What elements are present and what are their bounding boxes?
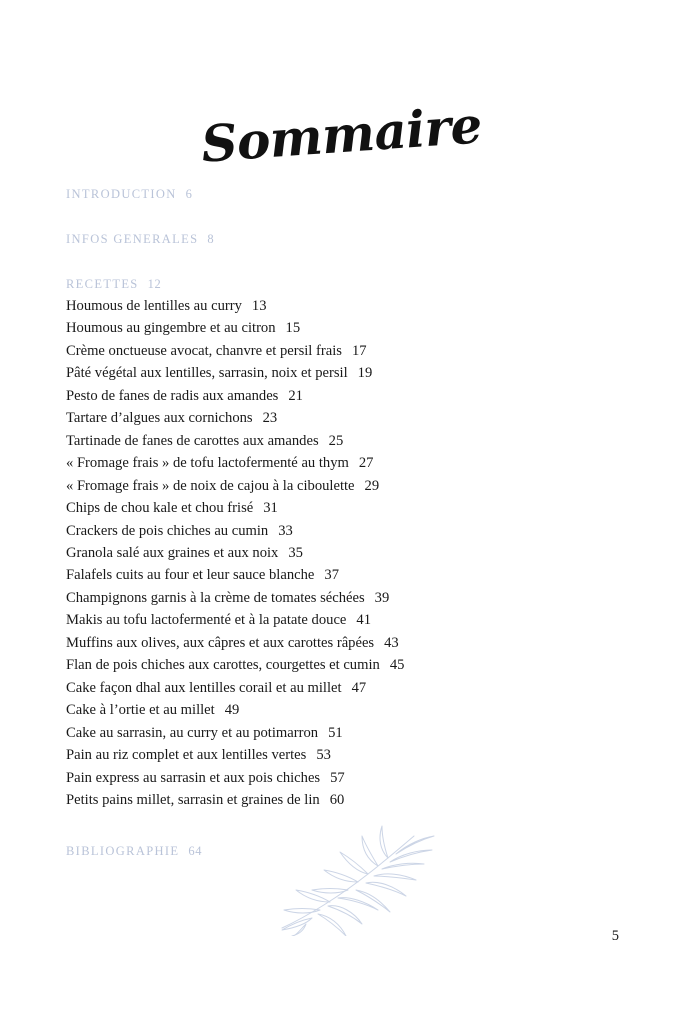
recipe-entry[interactable] <box>66 362 626 384</box>
section-label: INFOS GENERALES <box>66 232 199 246</box>
recipe-title: Granola salé aux graines et aux noix <box>66 544 279 561</box>
recipe-entry[interactable] <box>66 520 626 542</box>
recipe-title: Houmous de lentilles au curry <box>66 298 242 314</box>
recipe-entry[interactable] <box>66 609 626 631</box>
toc-content <box>66 186 626 859</box>
recipe-title: Pain au riz complet et aux lentilles vertes <box>66 747 307 764</box>
recipe-title: Tartinade de fanes de carottes aux amandes <box>66 432 319 449</box>
recipe-page-number: 41 <box>356 612 371 629</box>
recipe-entry[interactable] <box>66 430 626 452</box>
recipe-title: Falafels cuits au four et leur sauce blanche <box>66 567 315 584</box>
recipe-page-number: 37 <box>324 567 339 584</box>
recipe-page-number: 33 <box>278 522 293 539</box>
recipe-entry[interactable] <box>66 564 626 586</box>
section-page-number: 64 <box>188 844 203 859</box>
recipe-page-number: 49 <box>224 702 240 719</box>
recipe-page-number: 29 <box>364 477 380 494</box>
recipe-title: « Fromage frais » de tofu lactofermenté au thym <box>66 455 349 472</box>
recipe-entry[interactable] <box>66 542 626 564</box>
recipe-title: Champignons garnis à la crème de tomates séchées <box>66 589 365 606</box>
recipe-title: Pâté végétal aux lentilles, sarrasin, noix et persil <box>66 365 348 382</box>
recipe-title: Cake à l’ortie et au millet <box>66 702 215 719</box>
recipe-page-number: 21 <box>288 387 303 404</box>
section-page-number: 12 <box>147 277 162 291</box>
section-label: INTRODUCTION <box>66 187 177 201</box>
section-page-number: 6 <box>185 187 193 201</box>
recipe-title: Muffins aux olives, aux câpres et aux carottes râpées <box>66 634 375 651</box>
recipe-entry[interactable] <box>66 722 626 744</box>
recipe-page-number: 15 <box>285 320 301 337</box>
recipe-entry[interactable] <box>66 767 626 789</box>
spacer <box>66 247 626 276</box>
recipe-page-number: 45 <box>389 657 405 674</box>
recipe-title: Flan de pois chiches aux carottes, courgettes et cumin <box>66 657 380 674</box>
recipe-title: Houmous au gingembre et au citron <box>66 320 276 337</box>
recipe-page-number: 27 <box>358 455 374 472</box>
recipe-title: Cake façon dhal aux lentilles corail et au millet <box>66 679 342 696</box>
recipe-entry[interactable] <box>66 699 626 721</box>
recipe-title: Pain express au sarrasin et aux pois chiches <box>66 769 321 786</box>
recipe-entry[interactable] <box>66 677 626 699</box>
recipe-title: Tartare d’algues aux cornichons <box>66 410 253 427</box>
section-heading-recettes[interactable] <box>66 276 626 292</box>
section-heading-infos-generales[interactable] <box>66 231 626 247</box>
recipe-page-number: 19 <box>357 365 373 382</box>
recipe-page-number: 53 <box>316 747 331 764</box>
recipe-entry[interactable] <box>66 497 626 519</box>
recipe-page-number: 25 <box>328 432 344 449</box>
recipe-entry[interactable] <box>66 317 626 339</box>
recipe-entry[interactable] <box>66 385 626 407</box>
section-label: BIBLIOGRAPHIE <box>66 844 180 859</box>
recipe-page-number: 23 <box>262 410 278 427</box>
recipe-entry[interactable] <box>66 744 626 766</box>
recipe-page-number: 17 <box>351 342 367 359</box>
recipe-title: Chips de chou kale et chou frisé <box>66 500 254 517</box>
recipe-entry[interactable] <box>66 475 626 497</box>
recipe-entry[interactable] <box>66 295 626 317</box>
recipe-page-number: 13 <box>251 298 267 314</box>
recipe-title: Crackers de pois chiches au cumin <box>66 522 269 539</box>
recipe-page-number: 51 <box>328 724 343 741</box>
recipe-page-number: 57 <box>330 769 345 786</box>
spacer <box>66 811 626 843</box>
recipe-entry-list <box>66 295 626 811</box>
recipe-entry[interactable] <box>66 789 626 811</box>
recipe-entry[interactable] <box>66 452 626 474</box>
recipe-title: Crème onctueuse avocat, chanvre et persil frais <box>66 342 342 359</box>
section-page-number: 8 <box>207 232 215 246</box>
recipe-title: Pesto de fanes de radis aux amandes <box>66 387 279 404</box>
recipe-entry[interactable] <box>66 407 626 429</box>
recipe-entry[interactable] <box>66 340 626 362</box>
recipe-title: Cake au sarrasin, au curry et au potimarron <box>66 724 319 741</box>
recipe-page-number: 47 <box>351 679 367 696</box>
recipe-title: « Fromage frais » de noix de cajou à la ciboulette <box>66 477 355 494</box>
recipe-page-number: 60 <box>329 791 345 808</box>
recipe-page-number: 43 <box>384 634 399 651</box>
recipe-page-number: 31 <box>263 500 278 517</box>
recipe-entry[interactable] <box>66 632 626 654</box>
section-label: RECETTES <box>66 277 139 291</box>
page-number: 5 <box>611 928 619 944</box>
page-title: Sommaire <box>199 95 484 174</box>
recipe-entry[interactable] <box>66 587 626 609</box>
recipe-page-number: 39 <box>374 589 390 606</box>
section-heading-bibliographie[interactable] <box>66 843 626 859</box>
recipe-entry[interactable] <box>66 654 626 676</box>
recipe-title: Petits pains millet, sarrasin et graines de lin <box>66 791 320 808</box>
section-heading-introduction[interactable] <box>66 186 626 202</box>
spacer <box>66 202 626 231</box>
recipe-page-number: 35 <box>288 544 303 561</box>
recipe-title: Makis au tofu lactofermenté et à la patate douce <box>66 612 347 629</box>
